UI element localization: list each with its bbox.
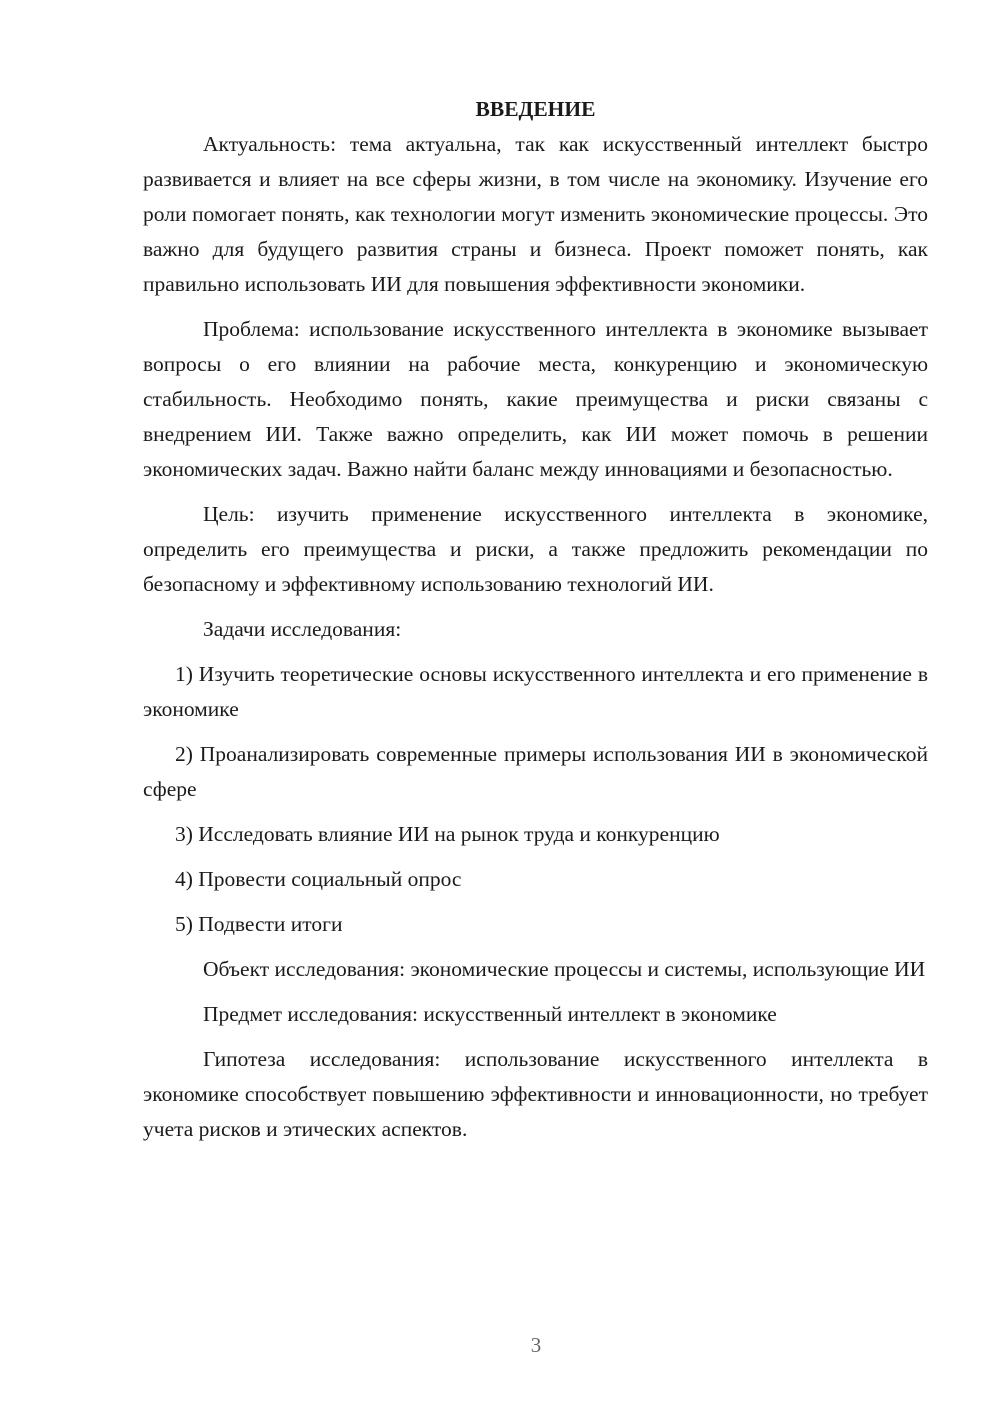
tasks-heading: Задачи исследования: (203, 617, 402, 641)
task-item-3: 3) Исследовать влияние ИИ на рынок труда и конкуренцию (175, 822, 720, 846)
relevance-paragraph: Актуальность: тема актуальна, так как искусственный интеллект быстро развивается и влияет на все сферы жизни, в том числе на экономику. Изучение его роли помогает понять, как технологии могут изменить экономические процессы. Это важно для будущего развития страны и бизнеса. Проект поможет понять, как правильно использовать ИИ для повышения эффективности экономики. (143, 132, 928, 296)
task-item-1: 1) Изучить теоретические основы искусственного интеллекта и его применение в экономике (143, 662, 928, 721)
task-item-4: 4) Провести социальный опрос (175, 867, 462, 891)
subject-paragraph: Предмет исследования: искусственный интеллект в экономике (203, 1002, 777, 1026)
page-number: 3 (530, 1333, 542, 1357)
goal-paragraph: Цель: изучить применение искусственного интеллекта в экономике, определить его преимущества и риски, а также предложить рекомендации по безопасному и эффективному использованию технологий ИИ. (143, 502, 928, 596)
object-paragraph: Объект исследования: экономические процессы и системы, использующие ИИ (203, 957, 926, 981)
task-item-5: 5) Подвести итоги (175, 912, 343, 936)
hypothesis-paragraph: Гипотеза исследования: использование искусственного интеллекта в экономике способствует повышению эффективности и инновационности, но требует учета рисков и этических аспектов. (143, 1047, 928, 1141)
document-page (143, 92, 928, 1157)
problem-paragraph: Проблема: использование искусственного интеллекта в экономике вызывает вопросы о его влиянии на рабочие места, конкуренцию и экономическую стабильность. Необходимо понять, какие преимущества и риски связаны с внедрением ИИ. Также важно определить, как ИИ может помочь в решении экономических задач. Важно найти баланс между инновациями и безопасностью. (143, 317, 928, 481)
section-heading: ВВЕДЕНИЕ (475, 97, 596, 121)
task-item-2: 2) Проанализировать современные примеры использования ИИ в экономической сфере (143, 742, 928, 801)
